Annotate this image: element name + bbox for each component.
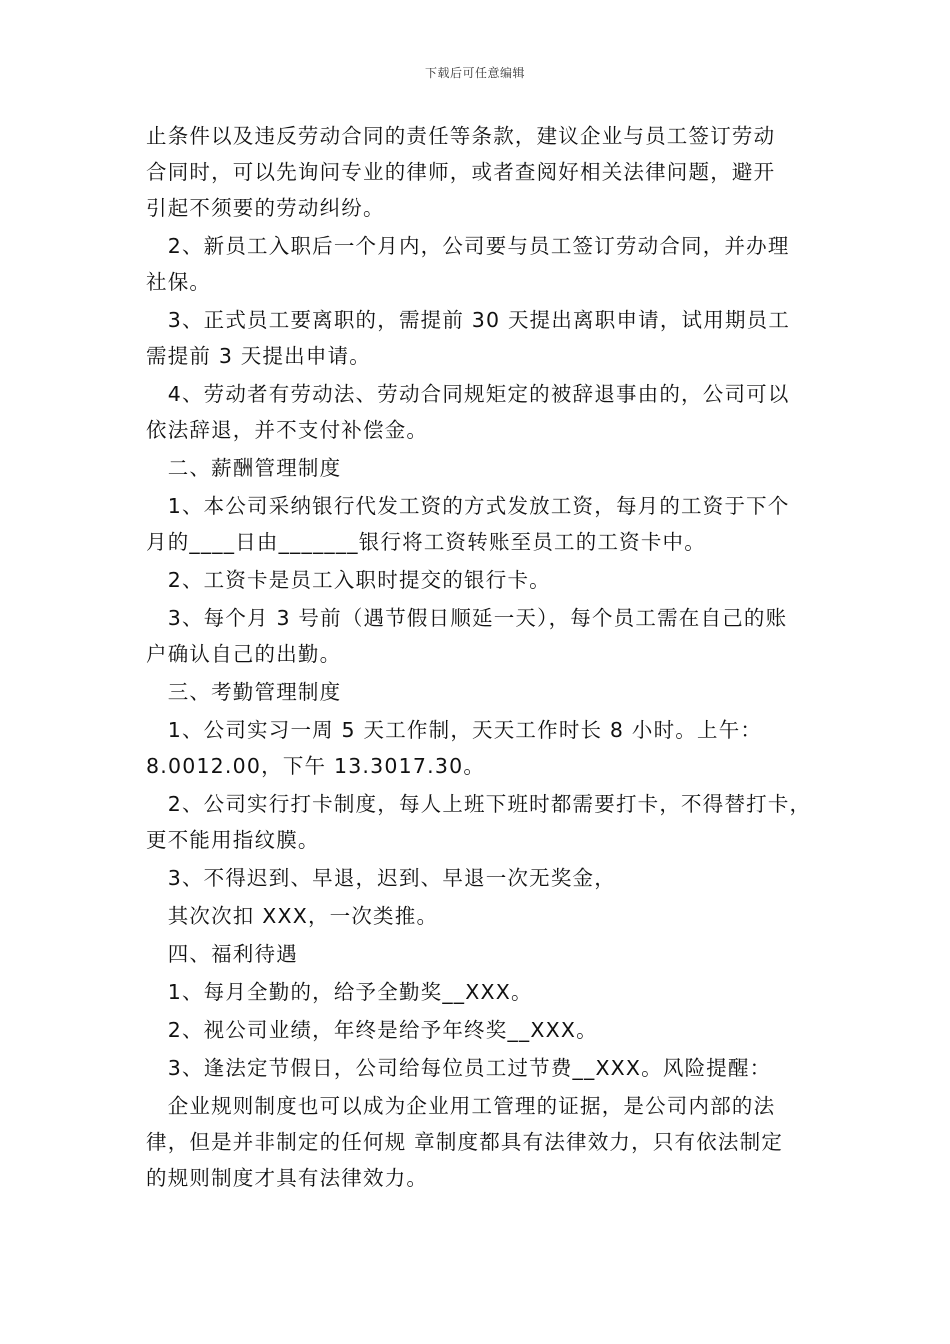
paragraph-clock-in (146, 786, 818, 858)
text-line: 3、不得迟到、早退，迟到、早退一次无奖金， (146, 866, 616, 890)
paragraph-work-hours (146, 712, 818, 784)
text-line: 更不能用指纹膜。 (146, 828, 320, 852)
text-line: 1、每月全勤的，给予全勤奖__XXX。 (146, 980, 533, 1004)
text-line: 止条件以及违反劳动合同的责任等条款，建议企业与员工签订劳动 (146, 124, 776, 148)
paragraph-attendance-bonus (146, 974, 818, 1010)
text-line: 的规则制度才具有法律效力。 (146, 1166, 429, 1190)
paragraph-holiday-allowance (146, 1050, 818, 1086)
text-line: 企业规则制度也可以成为企业用工管理的证据，是公司内部的法 (146, 1094, 776, 1118)
page-header: 下载后可任意编辑 (424, 66, 525, 80)
text-line: 3、每个月 3 号前（遇节假日顺延一天），每个员工需在自己的账 (146, 606, 788, 630)
section-heading-salary (146, 450, 818, 486)
text-line: 2、视公司业绩，年终是给予年终奖__XXX。 (146, 1018, 598, 1042)
paragraph-resignation-notice (146, 302, 818, 374)
text-line: 月的____日由_______银行将工资转账至员工的工资卡中。 (146, 530, 706, 554)
text-line: 1、公司实习一周 5 天工作制，天天工作时长 8 小时。上午： (146, 718, 763, 742)
document-body (146, 118, 818, 1196)
paragraph-risk-reminder (146, 1088, 818, 1196)
text-line: 引起不须要的劳动纠纷。 (146, 196, 385, 220)
text-line: 3、正式员工要离职的，需提前 30 天提出离职申请，试用期员工 (146, 308, 791, 332)
paragraph-contract-terms (146, 118, 818, 226)
text-line: 2、工资卡是员工入职时提交的银行卡。 (146, 568, 551, 592)
section-heading-attendance (146, 674, 818, 710)
paragraph-attendance-confirm (146, 600, 818, 672)
paragraph-dismissal (146, 376, 818, 448)
text-line: 依法辞退，并不支付补偿金。 (146, 418, 429, 442)
text-line: 律，但是并非制定的任何规 章制度都具有法律效力，只有依法制定 (146, 1130, 784, 1154)
text-line: 1、本公司采纳银行代发工资的方式发放工资，每月的工资于下个 (146, 494, 790, 518)
text-line: 2、新员工入职后一个月内，公司要与员工签订劳动合同，并办理 (146, 234, 790, 258)
paragraph-salary-card (146, 562, 818, 598)
text-line: 四、福利待遇 (146, 942, 298, 966)
text-line: 4、劳动者有劳动法、劳动合同规矩定的被辞退事由的，公司可以 (146, 382, 790, 406)
paragraph-salary-payment (146, 488, 818, 560)
paragraph-new-employee-contract (146, 228, 818, 300)
paragraph-deduction (146, 898, 818, 934)
text-line: 8.0012.00，下午 13.3017.30。 (146, 754, 486, 778)
text-line: 三、考勤管理制度 (146, 680, 342, 704)
text-line: 需提前 3 天提出申请。 (146, 344, 371, 368)
text-line: 合同时，可以先询问专业的律师，或者查阅好相关法律问题，避开 (146, 160, 776, 184)
text-line: 3、逢法定节假日，公司给每位员工过节费__XXX。风险提醒： (146, 1056, 772, 1080)
paragraph-lateness (146, 860, 818, 896)
text-line: 社保。 (146, 270, 212, 294)
section-heading-benefits (146, 936, 818, 972)
paragraph-year-end-bonus (146, 1012, 818, 1048)
text-line: 其次次扣 XXX，一次类推。 (146, 904, 439, 928)
text-line: 户确认自己的出勤。 (146, 642, 342, 666)
text-line: 2、公司实行打卡制度，每人上班下班时都需要打卡，不得替打卡， (146, 792, 812, 816)
text-line: 二、薪酬管理制度 (146, 456, 342, 480)
